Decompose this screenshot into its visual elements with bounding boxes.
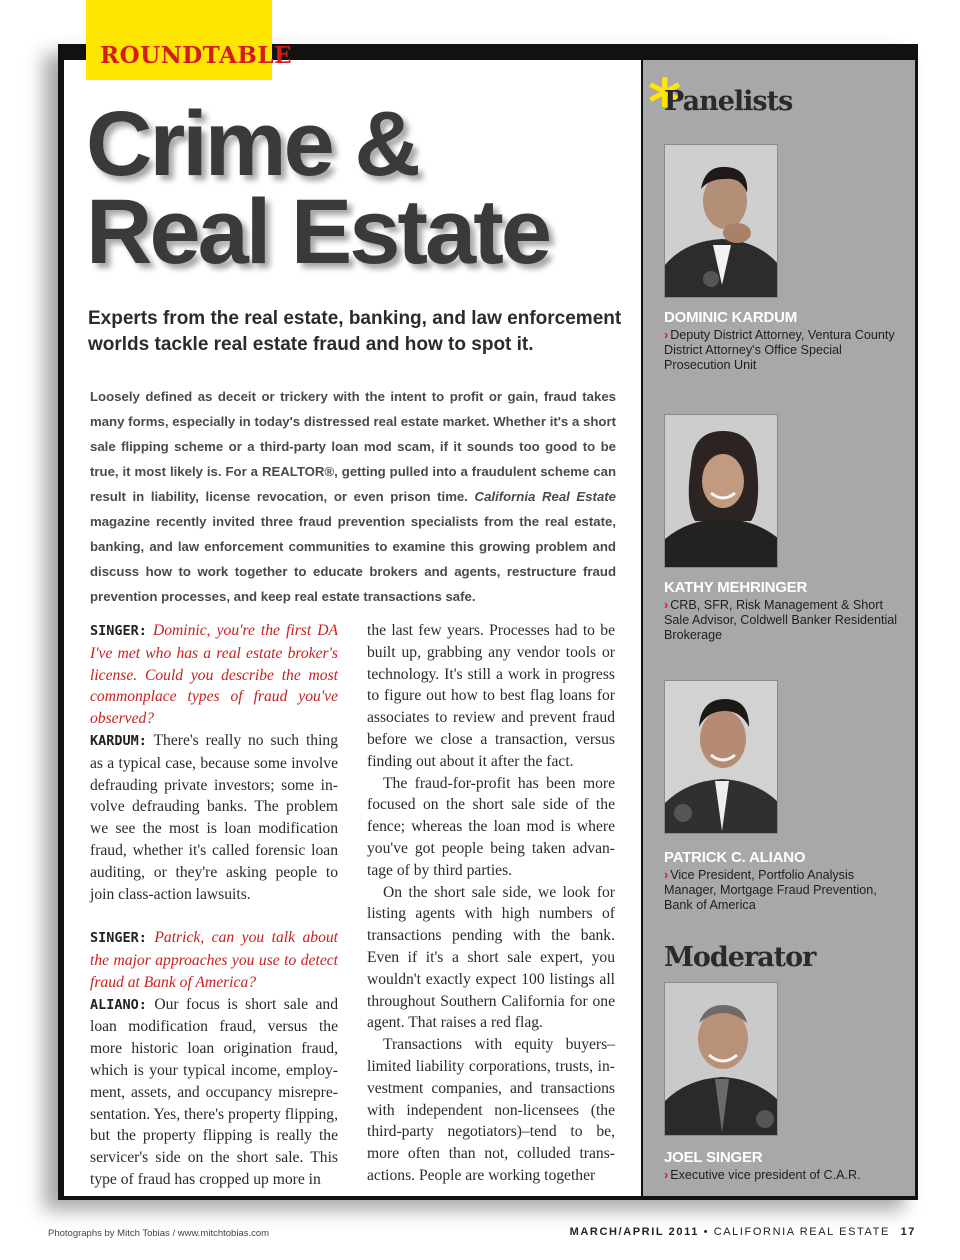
panelist-role-text: Deputy District Attorney, Ventura County District Attorney's Office Special Prosecution Unit [664, 328, 895, 372]
chevron-right-icon: › [664, 598, 669, 612]
question-text: Patrick, can you talk about the major approaches you use to detect fraud at Bank of America? [90, 929, 339, 991]
answer-text: There's really no such thing as a typical case, because some involve defrauding private investors; some involve defrauding banks. The problem we see the most is loan modification fraud, whether it's called forensic loan auditing, or they're asking people to join class-action lawsuits. [90, 731, 338, 903]
paragraph: Transactions with equity buyers– limited liability corporations, trusts, investment companies, and transactions with independent non-licensees (the third-party negotiators)–tend to be, more often than not, colluded transactions. People are working together [367, 1036, 615, 1184]
paragraph: On the short sale side, we look for listing agents with high numbers of transactions pending with the bank. Even if it's a short sale expert, you wouldn't exactly expect 100 listings all throughout Southern California for one agent. That raises a red flag. [367, 883, 615, 1032]
magazine-name: CALIFORNIA REAL ESTATE [713, 1226, 890, 1238]
photo-credit: Photographs by Mitch Tobias / www.mitchtobias.com [48, 1228, 270, 1239]
panelist-photo-mehringer [664, 414, 778, 568]
speaker-label: SINGER: [90, 623, 147, 639]
page-number: 17 [900, 1226, 916, 1238]
panelist-name: KATHY MEHRINGER [664, 579, 808, 596]
panelist-name: PATRICK C. ALIANO [664, 849, 806, 866]
intro-part-2: magazine recently invited three fraud prevention specialists from the real estate, banking, and law enforcement communities to examine this growing problem and discuss how to work together to educate brokers and agents, restructure fraud prevention processes, and keep real estate transactions safe. [90, 514, 616, 604]
portrait-icon [665, 983, 778, 1136]
paragraph: the last few years. Processes had to be built up, grabbing any vendor tools or technology. It's still a work in progress to figure out how to best flag loans for associates to review and prevent fraud before we close a transaction, versus finding out about it after the fact. [367, 622, 615, 770]
answer-2 [90, 994, 338, 1191]
speaker-label: SINGER: [90, 930, 147, 947]
question-text: Dominic, you're the first DA I've met who has a real estate broker's license. Could you describe the most commonplace types of fraud you've observed? [90, 622, 338, 728]
panelist-role-text: Vice President, Portfolio Analysis Manager, Mortgage Fraud Prevention, Bank of America [664, 868, 877, 912]
paragraph: The fraud-for-profit has been more focused on the short sale side of the fence; whereas the loan mod is where you've got people being taken advantage of by third parties. [367, 774, 615, 879]
asterisk-icon: * [648, 67, 682, 141]
section-tag [86, 0, 293, 80]
body-column-2 [367, 620, 615, 1187]
speaker-label: ALIANO: [90, 996, 147, 1013]
chevron-right-icon: › [664, 1168, 669, 1182]
title-line-2: Real Estate [86, 181, 550, 283]
speaker-label: KARDUM: [90, 732, 147, 749]
portrait-icon [665, 145, 778, 298]
panelist-photo-aliano [664, 680, 778, 834]
intro-magazine-name: California Real Estate [474, 489, 617, 504]
portrait-icon [665, 415, 778, 568]
title-line-1: Crime & [86, 93, 418, 195]
body-column-1 [90, 620, 338, 1191]
answer-1 [90, 730, 338, 905]
chevron-right-icon: › [664, 328, 669, 342]
issue-date: MARCH/APRIL 2011 [569, 1226, 699, 1238]
moderator-heading: Moderator [664, 942, 816, 973]
article-title [86, 93, 626, 283]
panelist-role [664, 868, 904, 913]
moderator-role-text: Executive vice president of C.A.R. [670, 1168, 861, 1182]
intro-part-1: Loosely defined as deceit or trickery with the intent to profit or gain, fraud takes many forms, especially in today's distressed real estate market. Whether it's a short sale flipping scheme or a third-party loan mod scam, if it sounds too good to be true, it most likely is. For a REALTOR®, getting pulled into a fraudulent scheme can result in liability, license revocation, or even prison time. [90, 389, 616, 504]
moderator-name: JOEL SINGER [664, 1149, 763, 1166]
panelist-name: DOMINIC KARDUM [664, 309, 798, 326]
section-tag-label: ROUNDTABLE [100, 42, 293, 69]
panelist-role [664, 328, 904, 373]
question-1 [90, 620, 338, 730]
article-subtitle: Experts from the real estate, banking, and law enforcement worlds tackle real estate fraud and how to spot it. [88, 308, 622, 355]
moderator-photo-singer [664, 982, 778, 1136]
panelist-photo-kardum [664, 144, 778, 298]
answer-text: Our focus is short sale and loan modification fraud, versus the more historic loan origination fraud, which is your typical income, employment, assets, and occupancy misrepresentation. Yes, there's property flipping, but the property flipping is really the servicer's side on the short sale. This type of fraud has cropped up more in [90, 995, 338, 1188]
panelists-heading: Panelists [664, 86, 793, 117]
panelist-role [664, 598, 904, 643]
folio-bullet: • [703, 1226, 710, 1238]
panelist-role-text: CRB, SFR, Risk Management & Short Sale Advisor, Coldwell Banker Residential Brokerage [664, 598, 898, 642]
question-2 [90, 927, 338, 993]
chevron-right-icon: › [664, 868, 669, 882]
folio [570, 1226, 916, 1238]
portrait-icon [665, 681, 778, 834]
article-intro [90, 384, 616, 609]
moderator-role [664, 1168, 904, 1183]
